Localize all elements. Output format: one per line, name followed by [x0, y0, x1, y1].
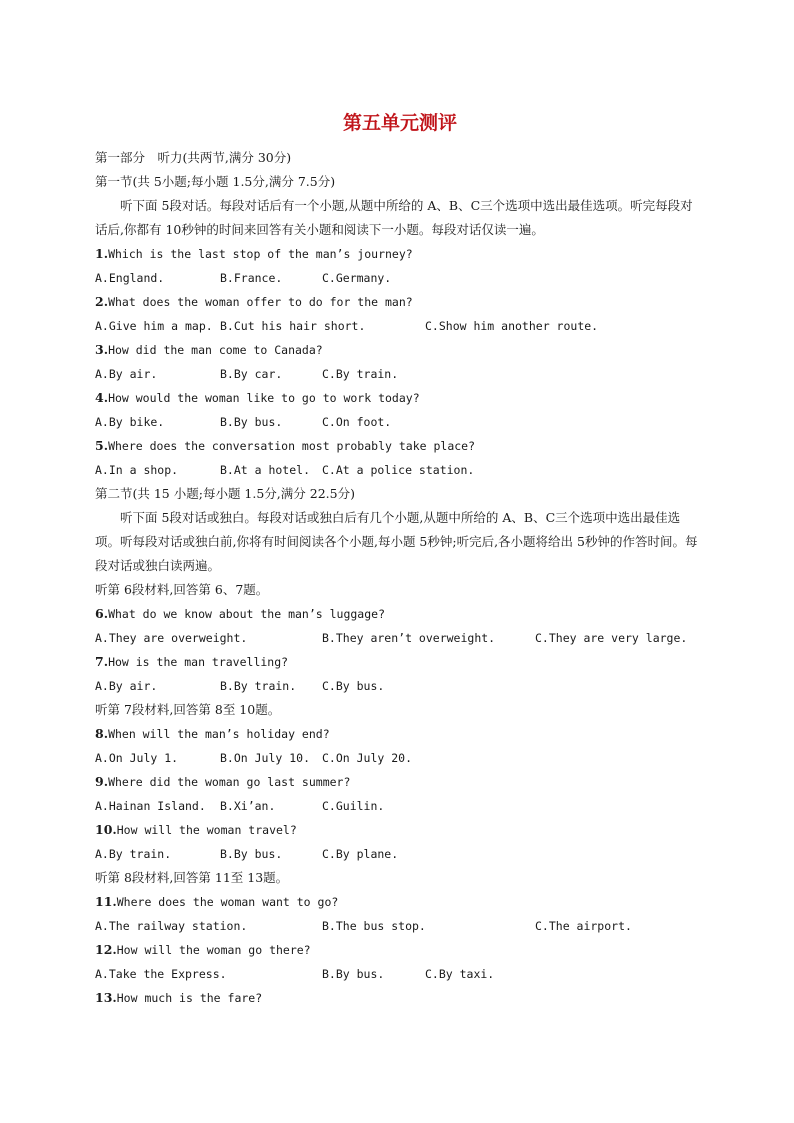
option-a: A.Hainan Island.: [95, 799, 206, 813]
question-text: Where did the woman go last summer?: [108, 775, 351, 789]
option-c: C.By plane.: [322, 847, 399, 861]
option-b: B.On July 10.: [220, 751, 311, 765]
options-12: [95, 962, 705, 986]
question-number: 3.: [95, 342, 109, 357]
options-4: [95, 410, 705, 434]
option-b: B.By bus.: [220, 847, 283, 861]
option-b: B.The bus stop.: [322, 919, 426, 933]
options-5: [95, 458, 705, 482]
option-a: A.By air.: [95, 367, 158, 381]
option-c: C.Guilin.: [322, 799, 385, 813]
options-11: [95, 914, 705, 938]
options-8: [95, 746, 705, 770]
option-a: A.In a shop.: [95, 463, 179, 477]
option-c: C.On foot.: [322, 415, 392, 429]
option-c: C.They are very large.: [535, 631, 688, 645]
option-b: B.By bus.: [220, 415, 283, 429]
question-13: [95, 986, 705, 1010]
options-7: [95, 674, 705, 698]
question-3: [95, 338, 705, 362]
options-3: [95, 362, 705, 386]
options-6: [95, 626, 705, 650]
question-9: [95, 770, 705, 794]
option-a: A.They are overweight.: [95, 631, 248, 645]
question-4: [95, 386, 705, 410]
question-number: 1.: [95, 246, 109, 261]
question-text: Where does the woman want to go?: [116, 895, 339, 909]
question-text: How is the man travelling?: [108, 655, 289, 669]
option-c: C.The airport.: [535, 919, 632, 933]
option-b: B.Cut his hair short.: [220, 319, 366, 333]
page-title: 第五单元测评: [342, 112, 457, 134]
question-number: 2.: [95, 294, 109, 309]
question-text: When will the man’s holiday end?: [108, 727, 330, 741]
question-number: 7.: [95, 654, 109, 669]
options-10: [95, 842, 705, 866]
question-text: Which is the last stop of the man’s journey?: [108, 247, 413, 261]
material-7-heading: 听第 7段材料,回答第 8至 10题。: [95, 702, 281, 717]
option-a: A.On July 1.: [95, 751, 179, 765]
question-text: How will the woman travel?: [116, 823, 297, 837]
question-8: [95, 722, 705, 746]
option-b: B.At a hotel.: [220, 463, 311, 477]
question-number: 13.: [95, 990, 117, 1005]
question-text: What do we know about the man’s luggage?: [108, 607, 386, 621]
option-a: A.Take the Express.: [95, 967, 227, 981]
option-c: C.At a police station.: [322, 463, 475, 477]
question-1: [95, 242, 705, 266]
section2-instructions: 听下面 5段对话或独白。每段对话或独白后有几个小题,从题中所给的 A、B、C三个选项中选出最佳选项。听每段对话或独白前,你将有时间阅读各个小题,每小题 5秒钟;听完后,各小题将给出 5秒钟的作答时间。每段对话或独白读两遍。: [95, 510, 698, 573]
options-9: [95, 794, 705, 818]
option-b: B.By car.: [220, 367, 283, 381]
option-b: B.Xi’an.: [220, 799, 276, 813]
question-text: What does the woman offer to do for the man?: [108, 295, 413, 309]
option-b: B.France.: [220, 271, 283, 285]
question-number: 8.: [95, 726, 109, 741]
question-text: How did the man come to Canada?: [108, 343, 323, 357]
options-1: [95, 266, 705, 290]
question-number: 5.: [95, 438, 109, 453]
option-a: A.By bike.: [95, 415, 165, 429]
option-c: C.On July 20.: [322, 751, 413, 765]
material-8-heading: 听第 8段材料,回答第 11至 13题。: [95, 870, 289, 885]
section1-instructions: 听下面 5段对话。每段对话后有一个小题,从题中所给的 A、B、C三个选项中选出最佳选项。听完每段对话后,你都有 10秒钟的时间来回答有关小题和阅读下一小题。每段对话仅读一遍。: [95, 198, 693, 237]
question-text: How much is the fare?: [116, 991, 263, 1005]
question-text: How will the woman go there?: [116, 943, 311, 957]
section1-heading: 第一节(共 5小题;每小题 1.5分,满分 7.5分): [95, 174, 336, 189]
option-b: B.By train.: [220, 679, 297, 693]
option-b: B.By bus.: [322, 967, 385, 981]
question-2: [95, 290, 705, 314]
option-b: B.They aren’t overweight.: [322, 631, 496, 645]
exam-page: [95, 108, 705, 1010]
question-number: 9.: [95, 774, 109, 789]
section2-heading: 第二节(共 15 小题;每小题 1.5分,满分 22.5分): [95, 486, 355, 501]
question-6: [95, 602, 705, 626]
question-12: [95, 938, 705, 962]
question-11: [95, 890, 705, 914]
question-text: How would the woman like to go to work today?: [108, 391, 420, 405]
question-5: [95, 434, 705, 458]
option-a: A.The railway station.: [95, 919, 248, 933]
question-10: [95, 818, 705, 842]
question-number: 11.: [95, 894, 117, 909]
option-a: A.By train.: [95, 847, 172, 861]
question-number: 4.: [95, 390, 109, 405]
option-c: C.By bus.: [322, 679, 385, 693]
material-6-heading: 听第 6段材料,回答第 6、7题。: [95, 582, 269, 597]
option-a: A.England.: [95, 271, 165, 285]
option-c: C.By taxi.: [425, 967, 495, 981]
option-a: A.Give him a map.: [95, 319, 213, 333]
question-7: [95, 650, 705, 674]
option-a: A.By air.: [95, 679, 158, 693]
question-number: 10.: [95, 822, 117, 837]
question-text: Where does the conversation most probably take place?: [108, 439, 476, 453]
option-c: C.Germany.: [322, 271, 392, 285]
option-c: C.By train.: [322, 367, 399, 381]
question-number: 6.: [95, 606, 109, 621]
part-heading: 第一部分 听力(共两节,满分 30分): [95, 150, 292, 165]
question-number: 12.: [95, 942, 117, 957]
options-2: [95, 314, 705, 338]
option-c: C.Show him another route.: [425, 319, 599, 333]
